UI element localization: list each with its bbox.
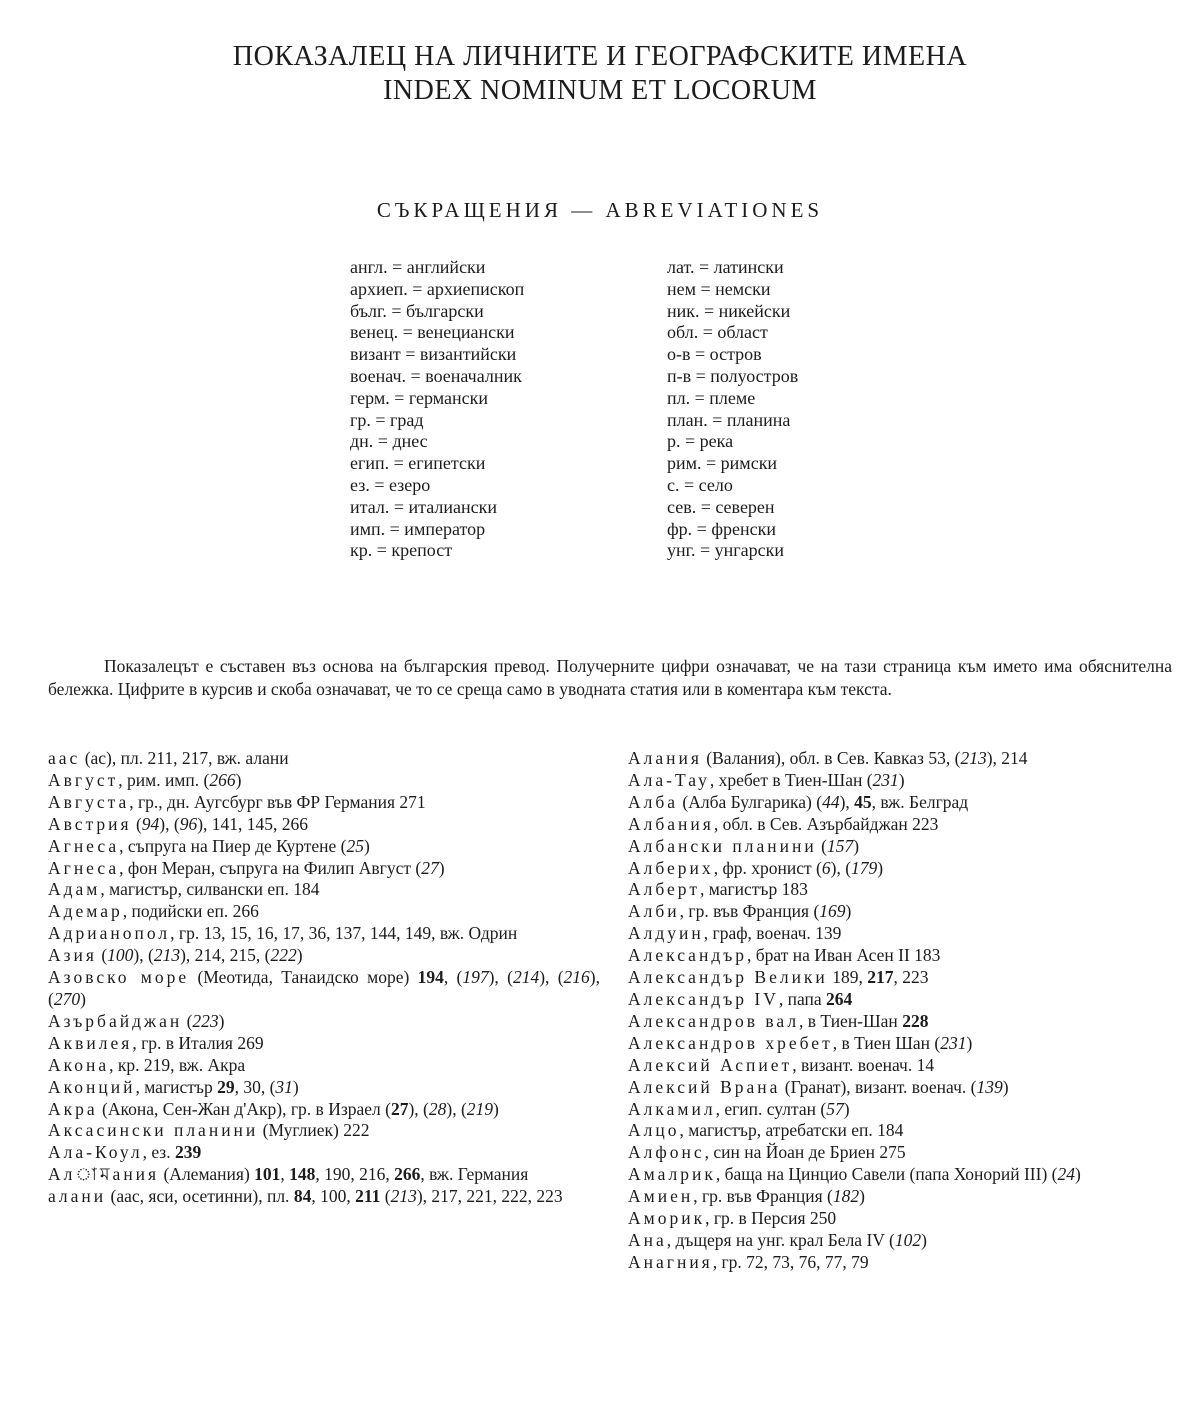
index-text: , ез. xyxy=(142,1142,175,1163)
page-reference: 179 xyxy=(851,857,878,878)
index-text: , 190, 216, xyxy=(315,1164,395,1185)
index-headword: Александър Велики xyxy=(628,967,828,988)
index-headword: Азия xyxy=(48,945,97,966)
index-headword: Алцо xyxy=(628,1120,680,1141)
index-headword: Амалрик xyxy=(628,1164,716,1185)
index-headword: Албания xyxy=(628,813,714,834)
index-headword: Августа xyxy=(48,791,130,812)
index-text: ) xyxy=(843,1098,850,1119)
page-reference: 216 xyxy=(563,967,590,988)
page-reference: 27 xyxy=(421,857,439,878)
index-headword: Ана xyxy=(628,1229,667,1250)
index-headword: Август xyxy=(48,769,119,790)
index-entry xyxy=(48,1164,600,1186)
index-text: ), 214, 215, ( xyxy=(180,945,271,966)
page-reference: 231 xyxy=(940,1032,967,1053)
index-entry xyxy=(48,923,600,945)
index-headword: Алексий Врана xyxy=(628,1076,781,1097)
page-reference: 266 xyxy=(394,1164,421,1185)
abbreviation-item: визант = византийски xyxy=(350,344,517,365)
abbreviation-item: пл. = племе xyxy=(667,387,756,408)
page-reference: 29 xyxy=(217,1076,235,1097)
index-text: ), 214 xyxy=(986,748,1028,768)
index-headword: алани xyxy=(48,1186,107,1207)
index-text: ) xyxy=(853,835,860,856)
page-reference: 44 xyxy=(822,791,840,812)
page-reference: 139 xyxy=(976,1076,1003,1097)
index-headword: Алфонс xyxy=(628,1142,705,1163)
page-reference: 222 xyxy=(270,945,297,966)
index-text: ), ( xyxy=(48,967,600,1009)
index-text: ), ( xyxy=(446,1098,467,1119)
index-entry xyxy=(48,1186,600,1208)
index-entry xyxy=(628,967,1176,989)
index-entry xyxy=(48,792,600,814)
index-text: , гр. в Персия 250 xyxy=(705,1208,837,1229)
index-text: ( xyxy=(816,835,827,856)
index-text: , ( xyxy=(443,967,463,988)
abbreviation-item: обл. = област xyxy=(667,322,768,343)
index-text: ) xyxy=(438,857,445,878)
index-entry xyxy=(48,1142,600,1164)
index-text: , в Тиен-Шан xyxy=(799,1010,903,1031)
index-text: , дъщеря на унг. крал Бела IV ( xyxy=(666,1229,895,1250)
index-headword: Аморик xyxy=(628,1208,706,1229)
index-text: , магистър xyxy=(135,1076,218,1097)
index-entry xyxy=(628,1230,1176,1252)
page-reference: 197 xyxy=(462,967,489,988)
index-entry xyxy=(628,1142,1176,1164)
page-reference: 213 xyxy=(390,1186,417,1207)
page-reference: 96 xyxy=(179,813,198,834)
index-headword: Азовско море xyxy=(48,967,190,988)
index-text: ) xyxy=(921,1229,927,1250)
index-text: ) xyxy=(1075,1164,1081,1185)
index-text: (Гранат), визант. военач. ( xyxy=(780,1076,977,1097)
index-text: , магистър 183 xyxy=(699,879,808,900)
index-headword: Амиен xyxy=(628,1186,694,1207)
index-headword: Адрианопол xyxy=(48,923,171,944)
index-text: ), ( xyxy=(539,967,564,988)
index-entry xyxy=(628,923,1176,945)
page-reference: 45 xyxy=(854,791,872,812)
page-reference: 217 xyxy=(867,967,894,988)
page-reference: 102 xyxy=(894,1229,922,1250)
page-reference: 24 xyxy=(1057,1164,1075,1185)
index-entry xyxy=(628,901,1176,923)
index-text: , рим. имп. ( xyxy=(118,769,210,790)
index-entry xyxy=(628,858,1176,880)
index-text: (Алемания) xyxy=(159,1164,255,1185)
abbreviation-item: сев. = северен xyxy=(667,496,775,517)
page-reference: 239 xyxy=(174,1142,202,1163)
index-headword: Алания xyxy=(628,748,702,768)
index-entry xyxy=(48,770,600,792)
index-entry xyxy=(48,945,600,967)
index-entry xyxy=(628,836,1176,858)
abbreviation-item: итал. = италиански xyxy=(350,496,497,517)
page-reference: 28 xyxy=(428,1098,447,1119)
index-text: (Муглиек) 222 xyxy=(258,1120,370,1141)
abbreviation-item: военач. = военачалник xyxy=(350,365,522,386)
index-headword: аас xyxy=(48,748,81,768)
index-headword: Алба xyxy=(628,791,679,812)
index-text: 189, xyxy=(827,967,868,988)
index-text: ), xyxy=(839,791,855,812)
page-reference: 57 xyxy=(826,1098,844,1119)
index-text: , в Тиен Шан ( xyxy=(832,1032,941,1053)
index-text: ), ( xyxy=(159,813,180,834)
index-headword: Акона xyxy=(48,1054,110,1075)
index-column-left xyxy=(48,748,600,1208)
index-text: , хребет в Тиен-Шан ( xyxy=(709,769,873,790)
abbreviation-item: кр. = крепост xyxy=(350,540,453,561)
index-entry xyxy=(628,770,1176,792)
index-text: (Алба Булгарика) ( xyxy=(678,791,823,812)
index-entry xyxy=(628,1186,1176,1208)
index-entry xyxy=(48,967,600,1011)
abbreviation-item: нем = немски xyxy=(667,278,771,299)
index-text: ) xyxy=(493,1098,499,1119)
index-headword: Аконций xyxy=(48,1076,136,1097)
index-text: , гр. 72, 73, 76, 77, 79 xyxy=(712,1251,869,1272)
index-text: ( xyxy=(96,945,108,966)
intro-paragraph: Показалецът е съставен въз основа на българския превод. Получерните цифри означават, че на тази страница към името има обяснителна бележка. Цифрите в курсив и скоба означават, че то се среща само в уводната статия или в коментара към текста. xyxy=(48,656,1172,699)
index-entry xyxy=(48,858,600,880)
index-text: (Акона, Сен-Жан д'Акр), гр. в Израел ( xyxy=(97,1098,391,1119)
index-entry xyxy=(628,1077,1176,1099)
index-headword: Аксасински планини xyxy=(48,1120,259,1141)
index-text: ) xyxy=(292,1076,299,1097)
abbreviation-item: егип. = египетски xyxy=(350,453,486,474)
index-text: , егип. султан ( xyxy=(715,1098,827,1119)
abbreviation-item: гр. = град xyxy=(350,409,424,430)
index-entry xyxy=(628,989,1176,1011)
index-text: ), 141, 145, 266 xyxy=(197,813,309,834)
index-headword: Алберт xyxy=(628,879,700,900)
index-entry xyxy=(628,1252,1176,1274)
index-text: , 223 xyxy=(893,967,929,988)
index-entry xyxy=(48,879,600,901)
index-text: ) xyxy=(845,901,852,922)
index-text: , баща на Цинцио Савели (папа Хонорий III) ( xyxy=(715,1164,1058,1185)
index-text: , кр. 219, вж. Акра xyxy=(109,1054,246,1075)
abbreviation-item: ез. = езеро xyxy=(350,474,431,495)
page-reference: 270 xyxy=(53,988,81,1009)
index-entry xyxy=(628,814,1176,836)
page-reference: 31 xyxy=(275,1076,293,1097)
index-text: ) xyxy=(859,1186,865,1207)
index-text: ) xyxy=(898,769,905,790)
page-reference: 223 xyxy=(192,1010,219,1031)
index-text: ), ( xyxy=(830,857,852,878)
page-reference: 182 xyxy=(832,1186,860,1207)
index-text: , гр., дн. Аугсбург във ФР Германия 271 xyxy=(129,791,426,812)
index-text: ( xyxy=(131,813,142,834)
page-reference: 148 xyxy=(289,1164,316,1185)
index-text: ) xyxy=(235,769,242,790)
page-reference: 157 xyxy=(826,835,854,856)
index-text: , гр. във Франция ( xyxy=(693,1186,833,1207)
page-reference: 100 xyxy=(107,945,134,966)
index-text: ( xyxy=(182,1010,193,1031)
abbreviation-item: архиеп. = архиепископ xyxy=(350,278,525,299)
index-text: , магистър, силвански еп. 184 xyxy=(100,879,320,900)
index-entry xyxy=(628,945,1176,967)
index-text: , магистър, атребатски еп. 184 xyxy=(679,1120,904,1141)
index-entry xyxy=(628,1011,1176,1033)
abbreviation-item: бълг. = български xyxy=(350,300,484,321)
index-entry xyxy=(628,748,1176,770)
index-text: , фр. хронист ( xyxy=(713,857,822,878)
abbreviation-item: п-в = полуостров xyxy=(667,365,799,386)
page-reference: 211 xyxy=(355,1186,381,1207)
index-text: ( xyxy=(380,1186,391,1207)
index-entry xyxy=(48,1033,600,1055)
index-text: (аас, яси, осетинни), пл. xyxy=(106,1186,294,1207)
index-entry xyxy=(48,814,600,836)
page-reference: 6 xyxy=(821,857,831,878)
page-title: ПОКАЗАЛЕЦ НА ЛИЧНИТЕ И ГЕОГРАФСКИТЕ ИМЕНА xyxy=(232,41,968,72)
index-entry xyxy=(628,1033,1176,1055)
abbreviation-item: герм. = германски xyxy=(350,387,489,408)
page-reference: 219 xyxy=(466,1098,494,1119)
abbreviation-item: план. = планина xyxy=(667,409,791,430)
abbreviation-item: дн. = днес xyxy=(350,431,428,452)
index-headword: Алдуин xyxy=(628,923,704,944)
index-text: ) xyxy=(364,835,370,856)
page-reference: 169 xyxy=(819,901,846,922)
index-text: , подийски еп. 266 xyxy=(122,901,259,922)
index-text: , вж. Германия xyxy=(420,1164,529,1185)
index-entry xyxy=(628,1208,1176,1230)
index-entry xyxy=(48,748,600,770)
abbreviations-list-right xyxy=(667,257,798,562)
abbreviation-item: о-в = остров xyxy=(667,344,762,365)
index-text: , вж. Белград xyxy=(871,791,969,812)
index-headword: Агнеса xyxy=(48,835,120,856)
abbreviations-list-left xyxy=(350,257,524,562)
page-reference: 27 xyxy=(390,1098,409,1119)
abbreviation-item: англ. = английски xyxy=(350,257,486,277)
abbreviation-item: унг. = унгарски xyxy=(667,540,785,561)
index-text: , 100, xyxy=(311,1186,356,1207)
page-reference: 228 xyxy=(902,1010,929,1031)
index-headword: Алби xyxy=(628,901,680,922)
index-headword: Агнеса xyxy=(48,857,120,878)
index-headword: Александров вал xyxy=(628,1010,800,1031)
index-entry xyxy=(48,901,600,923)
index-entry xyxy=(48,1120,600,1142)
index-headword: Анагния xyxy=(628,1251,713,1272)
index-entry xyxy=(628,1055,1176,1077)
index-text: , граф, военач. 139 xyxy=(703,923,842,944)
abbreviation-item: венец. = венециански xyxy=(350,322,515,343)
abbreviations-heading: СЪКРАЩЕНИЯ — ABREVIATIONES xyxy=(376,198,824,222)
index-headword: Алберих xyxy=(628,857,714,878)
index-text: ), ( xyxy=(488,967,513,988)
page-reference: 101 xyxy=(254,1164,281,1185)
index-headword: Адам xyxy=(48,879,101,900)
index-headword: Ала-Коул xyxy=(48,1142,143,1163)
index-text: , гр. в Италия 269 xyxy=(132,1032,264,1053)
index-text: , син на Йоан де Бриен 275 xyxy=(704,1142,906,1163)
abbreviation-item: ник. = никейски xyxy=(667,300,791,321)
index-entry xyxy=(628,792,1176,814)
page-subtitle: INDEX NOMINUM ET LOCORUM xyxy=(383,75,817,106)
index-text: ), 217, 221, 222, 223 xyxy=(416,1186,563,1207)
page-reference: 213 xyxy=(153,945,181,966)
index-headword: Акра xyxy=(48,1098,98,1119)
page-reference: 94 xyxy=(141,813,160,834)
index-headword: Азърбайджан xyxy=(48,1010,183,1031)
index-entry xyxy=(628,879,1176,901)
index-headword: Алкамил xyxy=(628,1098,716,1119)
page-reference: 194 xyxy=(417,967,444,988)
index-headword: Александров хребет xyxy=(628,1032,833,1053)
abbreviation-item: фр. = френски xyxy=(667,518,776,539)
index-text: ), ( xyxy=(133,945,154,966)
abbreviation-item: лат. = латински xyxy=(667,257,784,277)
index-text: (ас), пл. 211, 217, вж. алани xyxy=(80,748,289,768)
index-text: ) xyxy=(296,945,303,966)
index-entry xyxy=(48,1099,600,1121)
index-entry xyxy=(48,1077,600,1099)
index-text: (Меотида, Танаидско море) xyxy=(189,967,418,988)
index-text: (Валания), обл. в Сев. Кавказ 53, ( xyxy=(701,748,961,768)
page-reference: 213 xyxy=(960,748,987,768)
page-reference: 266 xyxy=(209,769,236,790)
index-text: , фон Меран, съпруга на Филип Август ( xyxy=(119,857,422,878)
index-text: ), ( xyxy=(408,1098,429,1119)
index-text: ) xyxy=(1002,1076,1009,1097)
abbreviation-item: имп. = император xyxy=(350,518,486,539)
index-text: , обл. в Сев. Азърбайджан 223 xyxy=(713,813,939,834)
index-headword: Алামания xyxy=(48,1164,160,1185)
index-text: , гр. във Франция ( xyxy=(679,901,820,922)
index-text: ) xyxy=(966,1032,973,1053)
index-text: , xyxy=(280,1164,290,1185)
index-text: ) xyxy=(80,988,86,1009)
page-reference: 214 xyxy=(512,967,540,988)
page-reference: 25 xyxy=(346,835,364,856)
index-entry xyxy=(48,836,600,858)
index-text: , визант. военач. 14 xyxy=(792,1054,935,1075)
index-entry xyxy=(628,1099,1176,1121)
index-headword: Австрия xyxy=(48,813,132,834)
index-text: , гр. 13, 15, 16, 17, 36, 137, 144, 149, вж. Одрин xyxy=(170,923,518,944)
abbreviation-item: р. = река xyxy=(667,431,734,452)
index-headword: Ала-Тау xyxy=(628,769,710,790)
index-headword: Аквилея xyxy=(48,1032,133,1053)
index-text: ) xyxy=(218,1010,225,1031)
index-entry xyxy=(628,1164,1176,1186)
index-headword: Адемар xyxy=(48,901,123,922)
index-text: ) xyxy=(877,857,884,878)
index-headword: Албански планини xyxy=(628,835,817,856)
page-reference: 231 xyxy=(872,769,899,790)
page-reference: 264 xyxy=(826,988,853,1009)
index-text: , 30, ( xyxy=(234,1076,276,1097)
index-text: , папа xyxy=(778,988,827,1009)
index-column-right xyxy=(628,748,1176,1274)
page-reference: 84 xyxy=(293,1186,312,1207)
index-entry xyxy=(48,1055,600,1077)
index-entry xyxy=(48,1011,600,1033)
index-headword: Александър IV xyxy=(628,988,779,1009)
index-headword: Александър xyxy=(628,945,748,966)
index-headword: Алексий Аспиет xyxy=(628,1054,793,1075)
index-text: , съпруга на Пиер де Куртене ( xyxy=(119,835,347,856)
index-entry xyxy=(628,1120,1176,1142)
index-text: , брат на Иван Асен II 183 xyxy=(747,945,941,966)
abbreviation-item: с. = село xyxy=(667,474,733,495)
abbreviation-item: рим. = римски xyxy=(667,453,778,474)
